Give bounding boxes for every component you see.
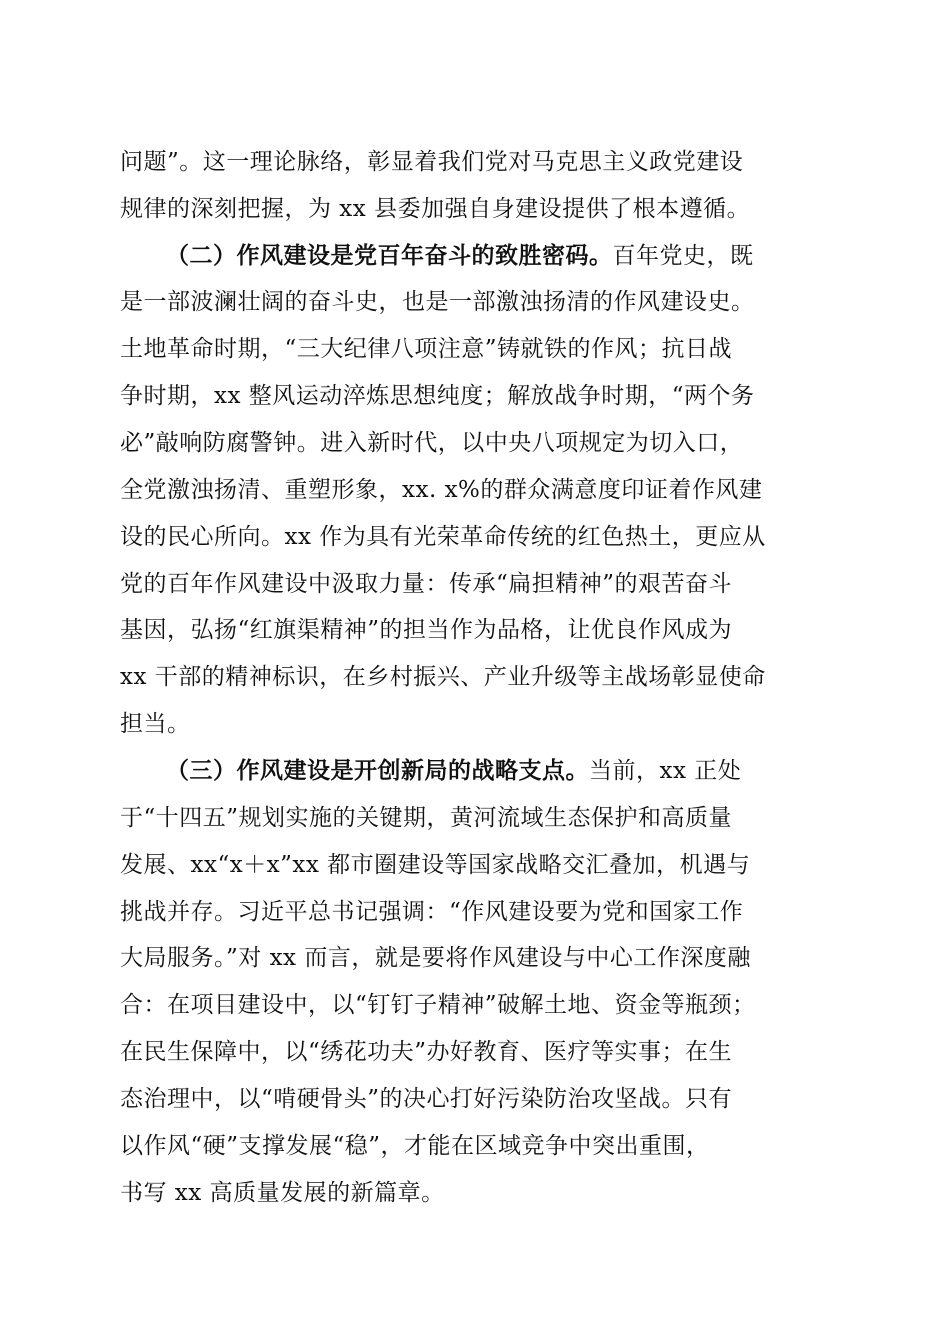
paragraph-line: 发展、xx“x＋x”xx 都市圈建设等国家战略交汇叠加，机遇与 xyxy=(120,852,751,878)
paragraph-line: 规律的深刻把握，为 xx 县委加强自身建设提供了根本遵循。 xyxy=(120,196,751,222)
paragraph-line: 于“十四五”规划实施的关键期，黄河流域生态保护和高质量 xyxy=(120,805,733,831)
paragraph-line: 挑战并存。习近平总书记强调：“作风建设要为党和国家工作 xyxy=(120,899,744,925)
paragraph-line: 大局服务。”对 xx 而言，就是要将作风建设与中心工作深度融 xyxy=(120,945,751,971)
paragraph-line: 全党激浊扬清、重塑形象，xx. x%的群众满意度印证着作风建 xyxy=(120,477,763,503)
section-two-heading: （二）作风建设是党百年奋斗的致胜密码。 xyxy=(166,242,613,269)
paragraph-line: 问题”。这一理论脉络，彰显着我们党对马克思主义政党建设 xyxy=(120,149,744,175)
paragraph-line: 以作风“硬”支撑发展“稳”，才能在区域竞争中突出重围， xyxy=(120,1133,710,1159)
paragraph-line: 土地革命时期，“三大纪律八项注意”铸就铁的作风；抗日战 xyxy=(120,336,733,362)
paragraph-line: 必”敲响防腐警钟。进入新时代，以中央八项规定为切入口， xyxy=(120,430,744,456)
paragraph-line: 合：在项目建设中，以“钉钉子精神”破解土地、资金等瓶颈； xyxy=(120,992,756,1018)
paragraph-line: 基因，弘扬“红旗渠精神”的担当作为品格，让优良作风成为 xyxy=(120,617,733,643)
paragraph-line: 在民生保障中，以“绣花功夫”办好教育、医疗等实事；在生 xyxy=(120,1039,733,1065)
paragraph-line: 党的百年作风建设中汲取力量：传承“扁担精神”的艰苦奋斗 xyxy=(120,571,733,597)
section-three-first-line-text: 当前，xx 正处 xyxy=(589,758,742,784)
paragraph-line: 争时期，xx 整风运动淬炼思想纯度；解放战争时期，“两个务 xyxy=(120,383,755,409)
section-three-first-line xyxy=(166,751,741,791)
section-two-first-line xyxy=(166,236,754,276)
paragraph-line: 担当。 xyxy=(120,711,191,737)
paragraph-line: 是一部波澜壮阔的奋斗史，也是一部激浊扬清的作风建设史。 xyxy=(120,289,755,315)
paragraph-line: 态治理中，以“啃硬骨头”的决心打好污染防治攻坚战。只有 xyxy=(120,1086,733,1112)
paragraph-line: 书写 xx 高质量发展的新篇章。 xyxy=(120,1180,445,1206)
section-three-heading: （三）作风建设是开创新局的战略支点。 xyxy=(166,757,589,784)
paragraph-line: xx 干部的精神标识，在乡村振兴、产业升级等主战场彰显使命 xyxy=(120,664,766,690)
paragraph-line: 设的民心所向。xx 作为具有光荣革命传统的红色热土，更应从 xyxy=(120,524,766,550)
section-two-first-line-text: 百年党史，既 xyxy=(612,243,754,269)
